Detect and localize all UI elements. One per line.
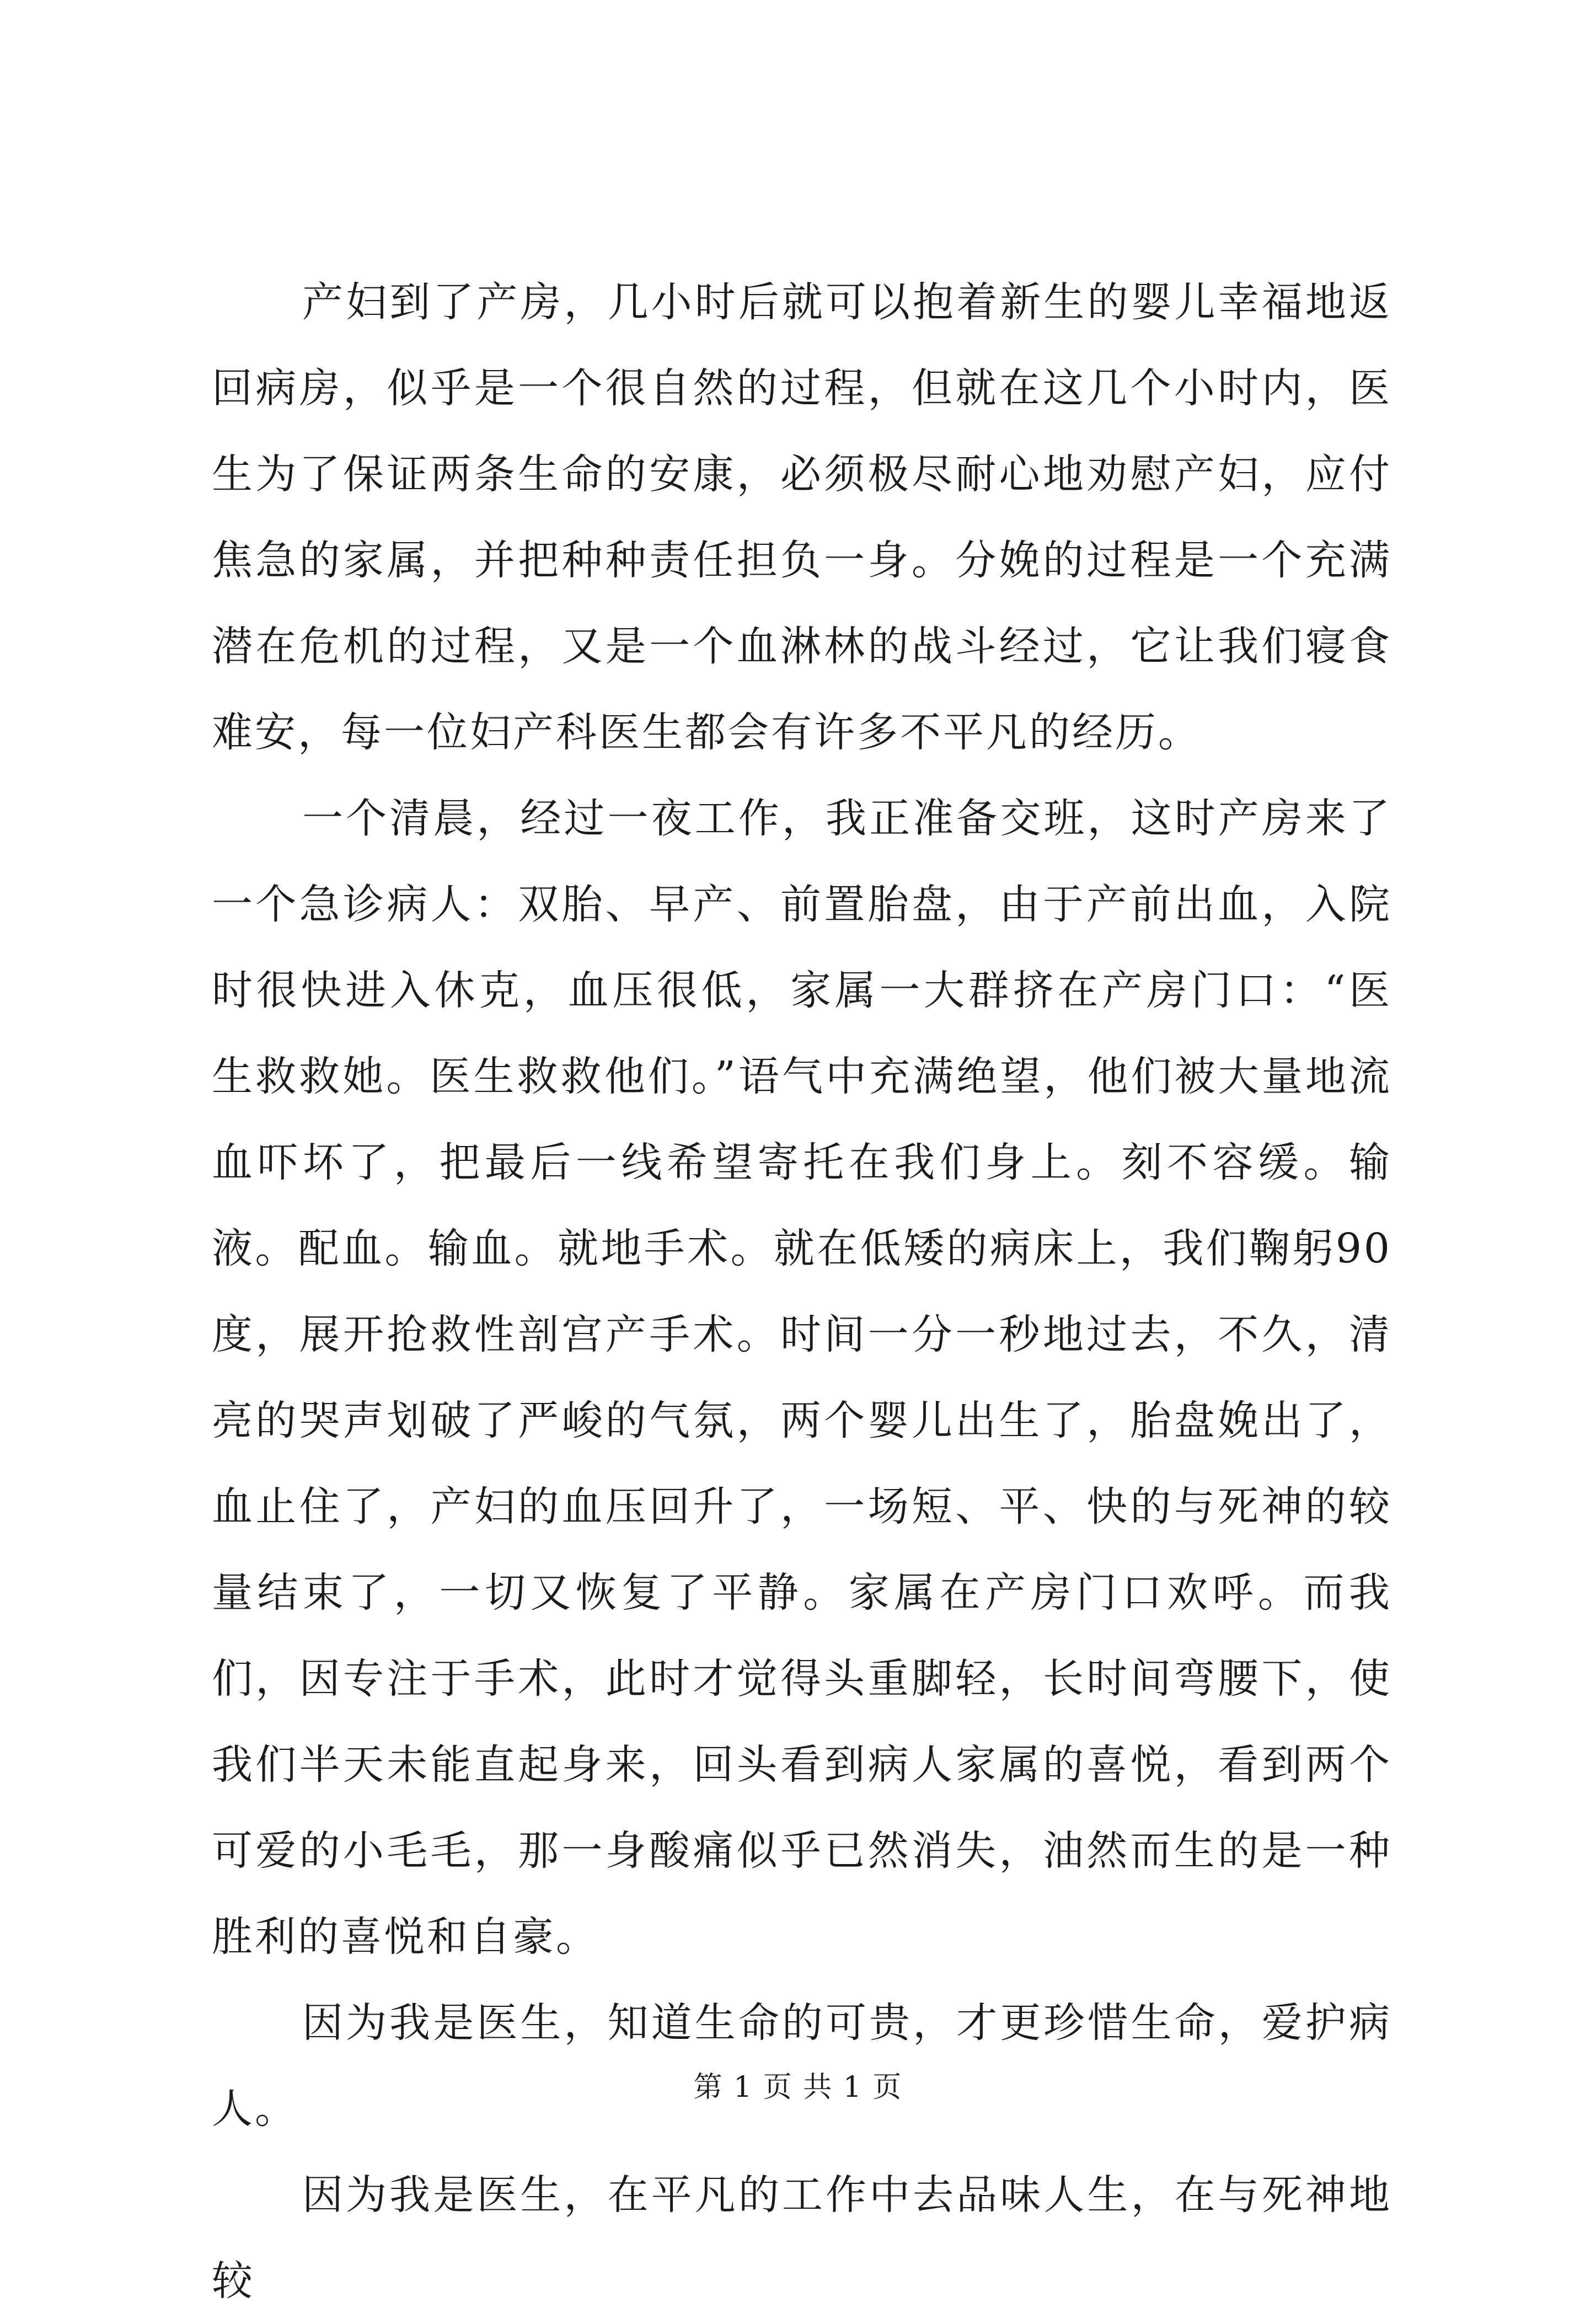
page-footer: 第 1 页 共 1 页 xyxy=(693,2071,903,2104)
document-body xyxy=(212,259,1392,2324)
paragraph-4: 因为我是医生，在平凡的工作中去品味人生，在与死神地较 xyxy=(212,2171,1392,2305)
paragraph-2: 一个清晨，经过一夜工作，我正准备交班，这时产房来了一个急诊病人：双胎、早产、前置胎盘，由于产前出血，入院时很快进入休克，血压很低，家属一大群挤在产房门口：“医生救救她。医生救救他们。”语气中充满绝望，他们被大量地流血吓坏了，把最后一线希望寄托在我们身上。刻不容缓。输液。配血。输血。就地手术。就在低矮的病床上，我们鞠躬90度，展开抢救性剖宫产手术。时间一分一秒地过去，不久，清亮的哭声划破了严峻的气氛，两个婴儿出生了，胎盘娩出了，血止住了，产妇的血压回升了，一场短、平、快的与死神的较量结束了，一切又恢复了平静。家属在产房门口欢呼。而我们，因专注于手术，此时才觉得头重脚轻，长时间弯腰下，使我们半天未能直起身来，回头看到病人家属的喜悦，看到两个可爱的小毛毛，那一身酸痛似乎已然消失，油然而生的是一种胜利的喜悦和自豪。 xyxy=(212,795,1392,1961)
paragraph-1: 产妇到了产房，几小时后就可以抱着新生的婴儿幸福地返回病房，似乎是一个很自然的过程，但就在这几个小时内，医生为了保证两条生命的安康，必须极尽耐心地劝慰产妇，应付焦急的家属，并把种种责任担负一身。分娩的过程是一个充满潜在危机的过程，又是一个血淋林的战斗经过，它让我们寝食难安，每一位妇产科医生都会有许多不平凡的经历。 xyxy=(212,279,1392,756)
paragraph-3: 因为我是医生，知道生命的可贵，才更珍惜生命，爱护病人。 xyxy=(212,1999,1392,2133)
